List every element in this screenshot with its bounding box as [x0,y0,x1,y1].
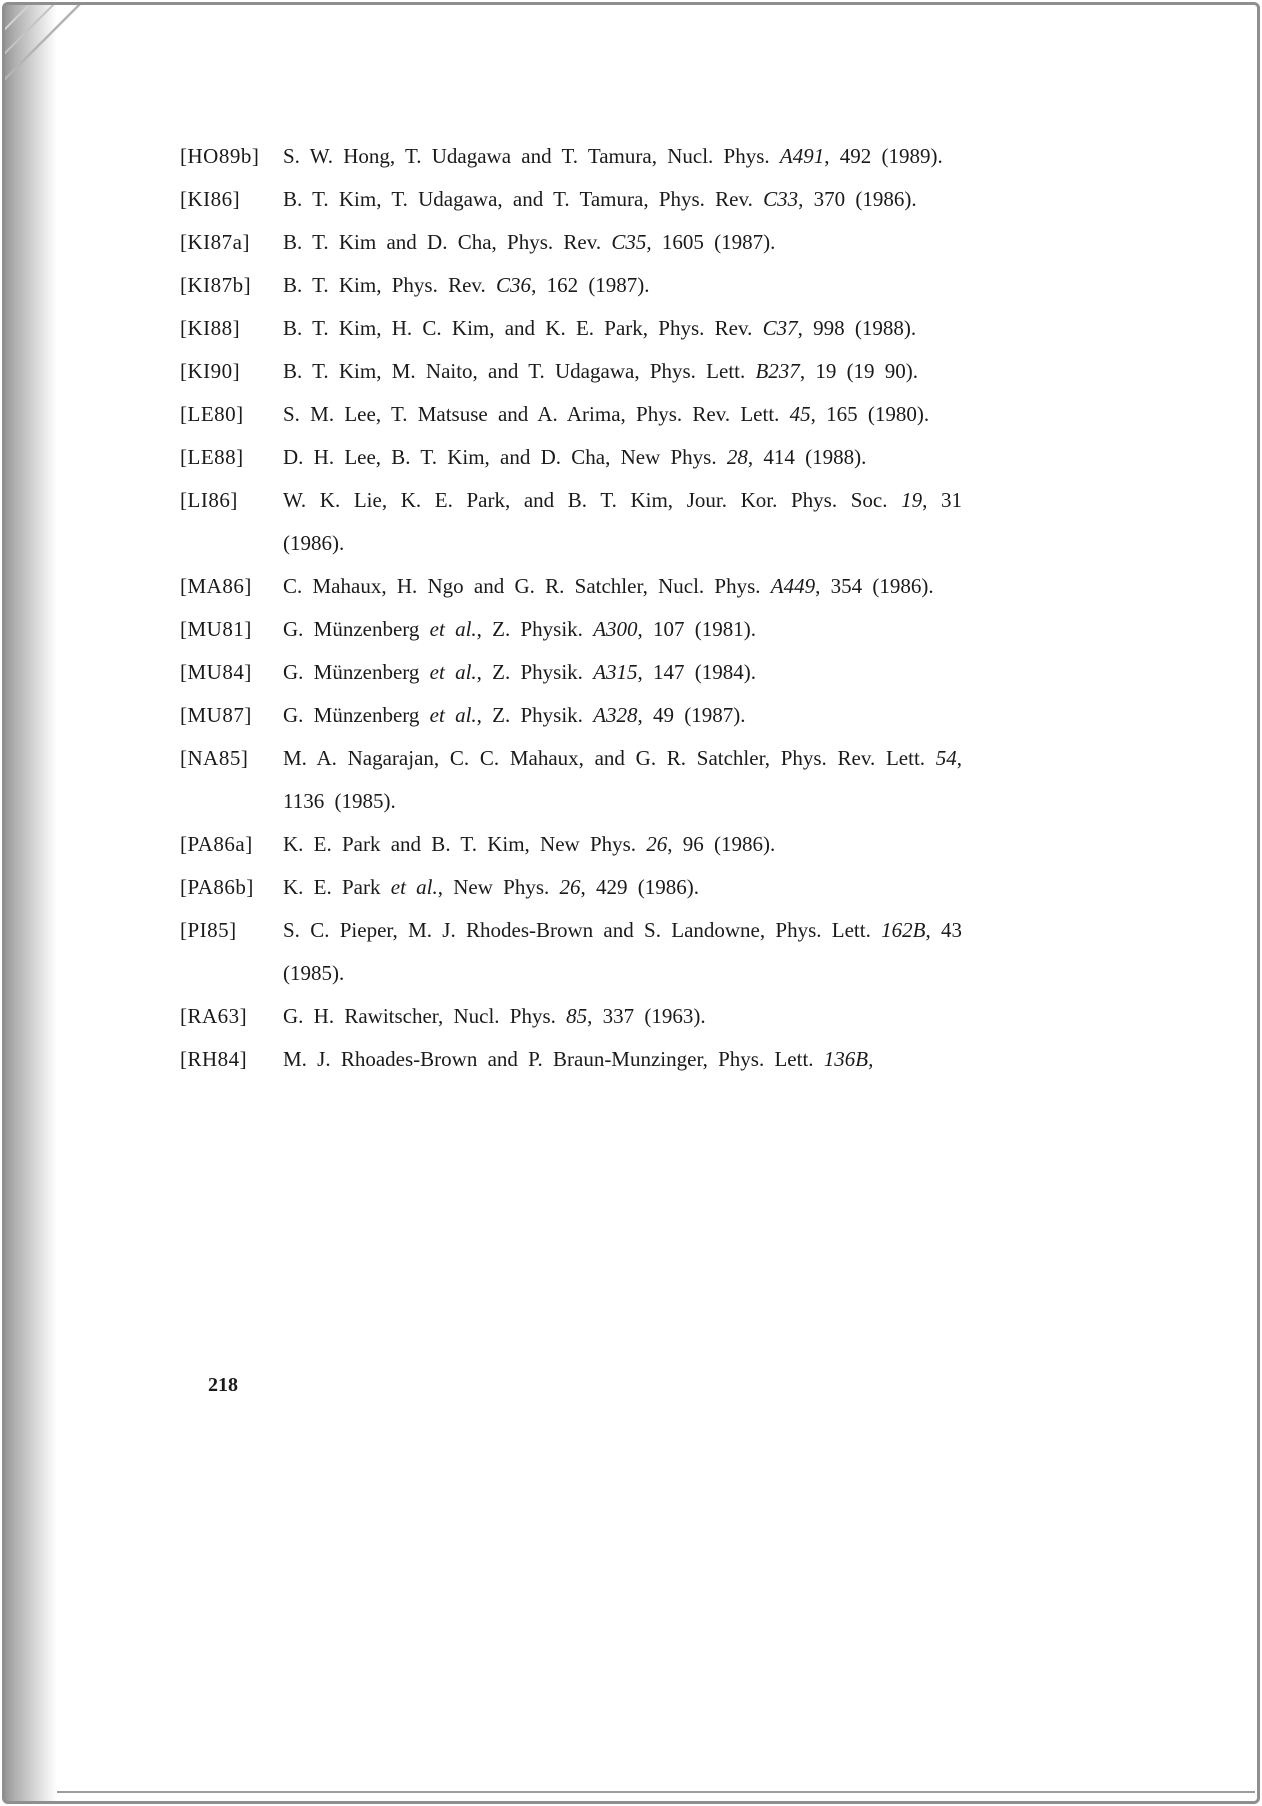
reference-entry [180,135,962,178]
reference-text: G. Münzenberg et al., Z. Physik. A300, 107 (1981). [283,617,757,641]
reference-entry [180,565,962,608]
reference-text: K. E. Park et al., New Phys. 26, 429 (1986). [283,875,700,899]
reference-entry [180,608,962,651]
reference-list [180,135,962,1081]
reference-entry [180,694,962,737]
reference-text: D. H. Lee, B. T. Kim, and D. Cha, New Phys. 28, 414 (1988). [283,445,867,469]
reference-text: B. T. Kim, Phys. Rev. C36, 162 (1987). [283,273,650,297]
reference-label: [PA86a] [180,832,253,856]
reference-label: [LE80] [180,402,244,426]
reference-entry [180,307,962,350]
reference-text: B. T. Kim, T. Udagawa, and T. Tamura, Phys. Rev. C33, 370 (1986). [283,187,917,211]
reference-label: [MA86] [180,574,252,598]
reference-text: S. W. Hong, T. Udagawa and T. Tamura, Nucl. Phys. A491, 492 (1989). [283,144,943,168]
reference-text: S. C. Pieper, M. J. Rhodes-Brown and S. Landowne, Phys. Lett. 162B, 43 (1985). [283,918,962,985]
reference-text: B. T. Kim, M. Naito, and T. Udagawa, Phys. Lett. B237, 19 (19 90). [283,359,919,383]
reference-text: K. E. Park and B. T. Kim, New Phys. 26, 96 (1986). [283,832,776,856]
reference-label: [KI87a] [180,230,250,254]
reference-label: [LI86] [180,488,238,512]
reference-text: B. T. Kim, H. C. Kim, and K. E. Park, Phys. Rev. C37, 998 (1988). [283,316,917,340]
reference-entry [180,350,962,393]
reference-entry [180,866,962,909]
reference-label: [LE88] [180,445,244,469]
reference-text: G. H. Rawitscher, Nucl. Phys. 85, 337 (1963). [283,1004,706,1028]
reference-text: S. M. Lee, T. Matsuse and A. Arima, Phys. Rev. Lett. 45, 165 (1980). [283,402,930,426]
reference-text: G. Münzenberg et al., Z. Physik. A328, 49 (1987). [283,703,746,727]
reference-label: [RA63] [180,1004,248,1028]
reference-label: [PI85] [180,918,237,942]
reference-label: [MU81] [180,617,252,641]
reference-entry [180,178,962,221]
reference-entry [180,995,962,1038]
reference-text: W. K. Lie, K. E. Park, and B. T. Kim, Jour. Kor. Phys. Soc. 19, 31 (1986). [283,488,962,555]
page-fold-lines-icon [2,2,94,94]
reference-text: C. Mahaux, H. Ngo and G. R. Satchler, Nucl. Phys. A449, 354 (1986). [283,574,934,598]
reference-entry [180,221,962,264]
reference-label: [MU84] [180,660,252,684]
reference-label: [KI88] [180,316,241,340]
reference-entry [180,479,962,565]
page-edge-bottom [57,1791,1255,1793]
reference-label: [KI87b] [180,273,252,297]
reference-text: G. Münzenberg et al., Z. Physik. A315, 147 (1984). [283,660,757,684]
reference-label: [KI86] [180,187,241,211]
reference-entry [180,651,962,694]
reference-label: [PA86b] [180,875,254,899]
reference-text: M. J. Rhoades-Brown and P. Braun-Munzinger, Phys. Lett. 136B, [283,1047,874,1071]
reference-entry [180,436,962,479]
reference-label: [RH84] [180,1047,248,1071]
reference-label: [KI90] [180,359,241,383]
reference-entry [180,909,962,995]
reference-label: [MU87] [180,703,252,727]
reference-label: [HO89b] [180,144,260,168]
reference-entry [180,737,962,823]
reference-text: B. T. Kim and D. Cha, Phys. Rev. C35, 1605 (1987). [283,230,776,254]
reference-entry [180,823,962,866]
reference-entry [180,393,962,436]
page-number: 218 [208,1374,238,1396]
reference-entry [180,264,962,307]
page-edge-left [5,5,57,1801]
reference-text: M. A. Nagarajan, C. C. Mahaux, and G. R. Satchler, Phys. Rev. Lett. 54, 1136 (1985). [283,746,962,813]
reference-label: [NA85] [180,746,249,770]
reference-entry [180,1038,962,1081]
